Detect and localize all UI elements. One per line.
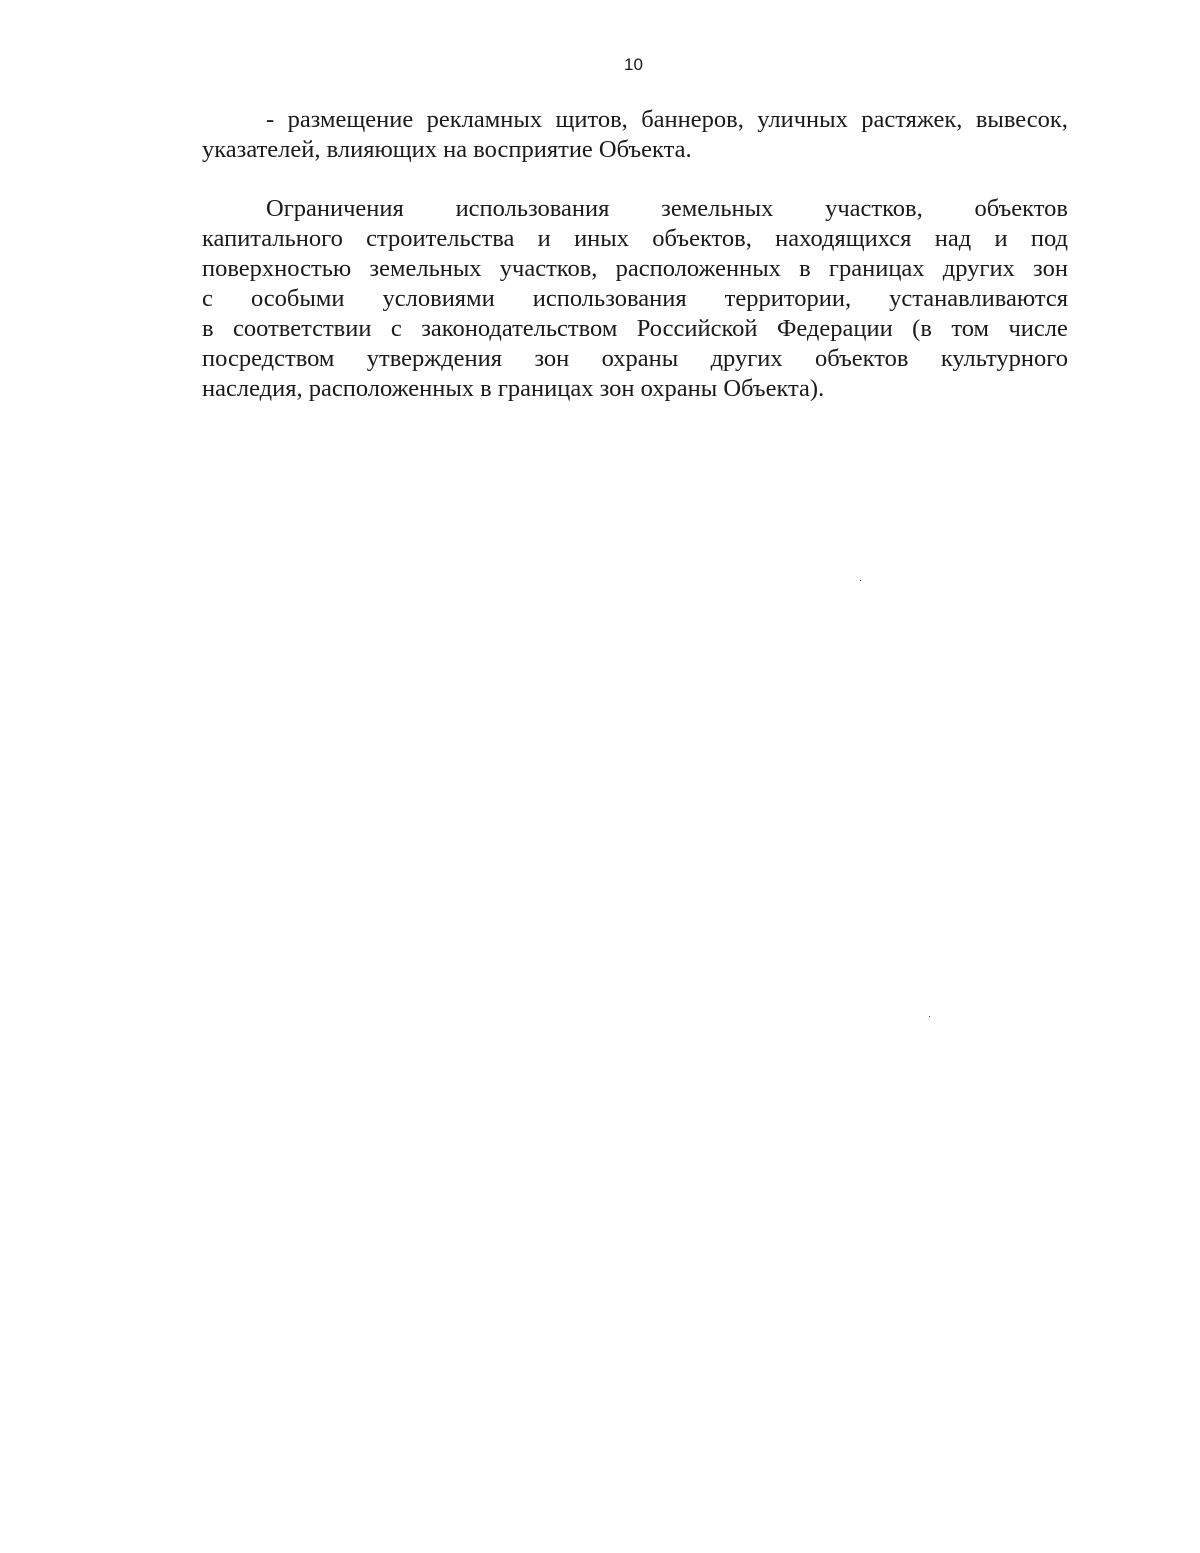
word: объектов (974, 195, 1068, 222)
word: охраны (601, 345, 679, 372)
word: уличных (757, 106, 848, 133)
paragraph-line-last: наследия, расположенных в границах зон охраны Объекта). (202, 375, 825, 402)
word: растяжек, (861, 106, 963, 133)
word: границах (828, 255, 925, 282)
word: с (202, 285, 213, 312)
word: Ограничения (266, 195, 404, 222)
word: размещение (287, 106, 414, 133)
word: - (266, 106, 275, 133)
paragraph-line (202, 284, 1068, 314)
word: особыми (250, 285, 345, 312)
word: законодательством (421, 315, 618, 342)
word: в (799, 255, 811, 282)
word: участков, (825, 195, 923, 222)
paragraph-line (202, 254, 1068, 284)
word: устанавливаются (889, 285, 1068, 312)
paragraph-restrictions (202, 194, 1068, 404)
word: других (942, 255, 1015, 282)
word: находящихся (775, 225, 912, 252)
word: капитального (202, 225, 343, 252)
word: над (934, 225, 972, 252)
word: строительства (366, 225, 515, 252)
paragraph-line-last: указателей, влияющих на восприятие Объекта. (202, 136, 692, 163)
word: поверхностью (202, 255, 352, 282)
word: посредством (202, 345, 335, 372)
word: Федерации (776, 315, 893, 342)
word: числе (1008, 315, 1068, 342)
word: иных (574, 225, 629, 252)
paragraph-line (202, 224, 1068, 254)
paragraph-line (202, 105, 1068, 135)
word: земельных (369, 255, 482, 282)
word: Российской (636, 315, 758, 342)
word: под (1030, 225, 1068, 252)
word: расположенных (615, 255, 781, 282)
word: в (202, 315, 214, 342)
word: культурного (940, 345, 1068, 372)
paragraph-line (202, 194, 1068, 224)
word: и (537, 225, 551, 252)
word: объектов (815, 345, 909, 372)
word: территории, (724, 285, 852, 312)
word: зон (534, 345, 570, 372)
paragraph-line (202, 314, 1068, 344)
word: условиями (382, 285, 495, 312)
word: баннеров, (641, 106, 744, 133)
scan-speck (860, 580, 861, 581)
word: (в (912, 315, 932, 342)
paragraph-advertising (202, 105, 1068, 165)
page-number: 10 (624, 55, 643, 74)
word: участков, (499, 255, 598, 282)
word: том (951, 315, 990, 342)
word: использования (455, 195, 610, 222)
word: использования (532, 285, 687, 312)
word: соответствии (233, 315, 372, 342)
scan-speck (929, 1016, 930, 1017)
word: утверждения (366, 345, 503, 372)
word: рекламных (426, 106, 543, 133)
paragraph-line (202, 344, 1068, 374)
word: земельных (661, 195, 774, 222)
word: и (994, 225, 1008, 252)
word: щитов, (555, 106, 628, 133)
word: вывесок, (975, 106, 1068, 133)
word: с (390, 315, 402, 342)
word: зон (1033, 255, 1068, 282)
word: объектов, (652, 225, 752, 252)
word: других (710, 345, 783, 372)
